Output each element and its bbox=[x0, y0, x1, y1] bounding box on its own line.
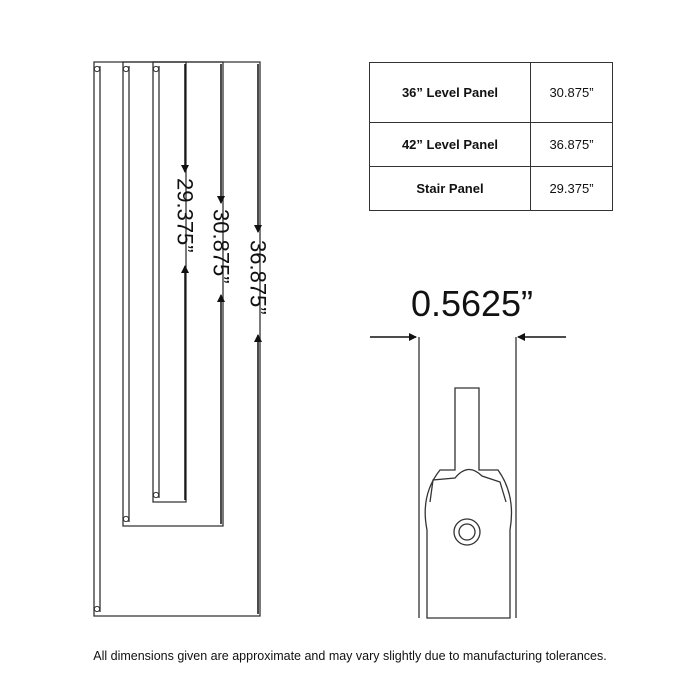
dimension-arrows bbox=[185, 64, 258, 614]
profile-detail bbox=[370, 283, 566, 618]
table-cell-value: 30.875” bbox=[531, 63, 613, 123]
rivet-hole bbox=[94, 66, 99, 71]
dim-label-36: 36.875” bbox=[245, 240, 271, 315]
table-cell-name: Stair Panel bbox=[370, 167, 531, 211]
table-row bbox=[370, 123, 613, 167]
profile-width-label: 0.5625” bbox=[410, 283, 534, 324]
rivet-holes bbox=[94, 66, 158, 611]
rivet-hole bbox=[123, 516, 128, 521]
dim-label-29: 29.375” bbox=[172, 178, 198, 253]
table-row bbox=[370, 167, 613, 211]
table-cell-value: 29.375” bbox=[531, 167, 613, 211]
table-cell-value: 36.875” bbox=[531, 123, 613, 167]
profile-bolt-inner bbox=[459, 524, 475, 540]
rivet-hole bbox=[153, 492, 158, 497]
spec-table bbox=[369, 62, 613, 211]
disclaimer-text: All dimensions given are approximate and may vary slightly due to manufacturing tolerances. bbox=[93, 649, 607, 663]
panel-outline-stair bbox=[153, 62, 186, 502]
profile-section bbox=[419, 337, 516, 618]
table-cell-name: 42” Level Panel bbox=[370, 123, 531, 167]
rivet-hole bbox=[94, 606, 99, 611]
table-row bbox=[370, 63, 613, 123]
rivet-hole bbox=[123, 66, 128, 71]
outer-panel-outline bbox=[94, 62, 260, 616]
table-cell-name: 36” Level Panel bbox=[370, 63, 531, 123]
dim-label-30: 30.875” bbox=[208, 209, 234, 284]
panel-outlines bbox=[94, 62, 260, 616]
rivet-hole bbox=[153, 66, 158, 71]
profile-rail-outline bbox=[425, 388, 511, 618]
panel-outline-42 bbox=[123, 62, 223, 526]
profile-inner-contour bbox=[430, 469, 506, 502]
profile-bolt-outer bbox=[454, 519, 480, 545]
